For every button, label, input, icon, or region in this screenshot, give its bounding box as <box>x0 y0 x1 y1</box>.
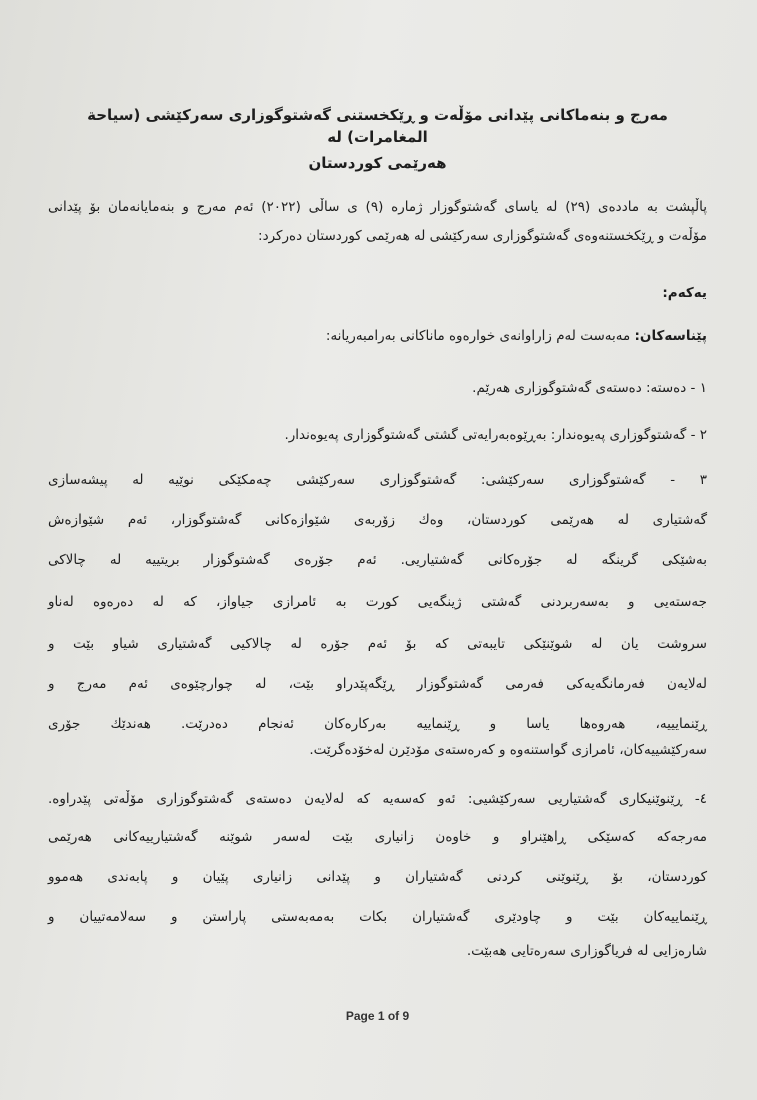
definition-item-3-line-2: گەشتیاری لە هەرێمی كوردستان، وەك زۆربەی شێوازەكانی گەشتوگوزار، ئەم شێوازەش <box>48 512 707 528</box>
definition-item-3-line-5: سروشت یان لە شوێنێكی تایبەتی كە بۆ ئەم جۆرە لە چالاكیی گەشتیاری شیاو بێت و <box>48 636 707 652</box>
document-title-line-2: هەرێمی كوردستان <box>308 154 447 172</box>
definition-item-3-line-7: ڕێنمایییە، هەروەها یاسا و ڕێنماییە بەركارەكان ئەنجام دەدرێت. هەندێك جۆری <box>48 716 707 732</box>
page-number: Page 1 of 9 <box>345 1009 410 1023</box>
definitions-label: پێناسەكان: <box>634 328 707 344</box>
definition-item-4-line-2: مەرجەكە كەسێكی ڕاهێنراو و خاوەن زانیاری بێت لەسەر شوێنە گەشتیارییەكانی هەرێمی <box>48 829 707 845</box>
definition-item-2: ٢ - گەشتوگوزاری پەیوەندار: بەڕێوەبەرایەتی گشتی گەشتوگوزاری پەیوەندار. <box>284 427 707 443</box>
definitions-heading <box>48 325 707 347</box>
definition-item-4-line-5: شارەزایی لە فریاگوزاری سەرەتایی هەبێت. <box>466 943 707 959</box>
definition-item-4-line-4: ڕێنماییەكان بێت و چاودێری گەشتیاران بكات بەمەبەستی پاراستن و سەلامەتییان و <box>48 909 707 925</box>
intro-line-2: مۆڵەت و ڕێكخستنەوەی گەشتوگوزاری سەركێشی لە هەرێمی كوردستان دەركرد: <box>258 228 707 244</box>
definition-item-3-line-3: بەشێكی گرینگە لە جۆرەكانی گەشتیاریی. ئەم جۆرەی گەشتوگوزار بریتییە لە چالاكی <box>48 552 707 568</box>
definition-item-3-line-4: جەستەیی و بەسەربردنی گەشتی ژینگەیی كورت بە ئامرازی جیاواز، كە لە دەرەوە لەناو <box>48 594 707 610</box>
definitions-text: مەبەست لەم زاراوانەی خوارەوە ماناكانی بەرامبەریانە: <box>325 328 631 344</box>
section-heading: یەكەم: <box>662 285 707 301</box>
definition-item-3-line-1: ٣ - گەشتوگوزاری سەركێشی: گەشتوگوزاری سەركێشی چەمكێكی نوێیە لە پیشەسازی <box>48 472 707 488</box>
intro-line-1: پاڵپشت بە ماددەی (٢٩) لە یاسای گەشتوگوزار ژمارە (٩) ی ساڵی (٢٠٢٢) ئەم مەرج و بنەمایانەمان بۆ پێدانی <box>48 199 707 215</box>
definition-item-3-line-8: سەركێشییەكان، ئامرازی گواستنەوە و كەرەستەی مۆدێرن لەخۆدەگرێت. <box>309 742 707 758</box>
definition-item-4-line-1: ٤- ڕێنوێنیكاری گەشتیاریی سەركێشیی: ئەو كەسەیە كە لەلایەن دەستەی گەشتوگوزاری مۆڵەتی پێدراوە. <box>48 791 707 807</box>
document-title-line-1: مەرج و بنەماكانی پێدانی مۆڵەت و ڕێكخستنی گەشتوگوزاری سەركێشی (سياحة المغامرات) لە <box>87 106 668 146</box>
definition-item-1: ١ - دەستە: دەستەی گەشتوگوزاری هەرێم. <box>472 380 707 396</box>
definition-item-3-line-6: لەلایەن فەرمانگەیەكی فەرمی گەشتوگوزار ڕێگەپێدراو بێت، لە چوارچێوەی ئەم مەرج و <box>48 676 707 692</box>
definition-item-4-line-3: كوردستان، بۆ ڕێنوێنی كردنی گەشتیاران و پێدانی زانیاری پێیان و پابەندی هەموو <box>48 869 707 885</box>
